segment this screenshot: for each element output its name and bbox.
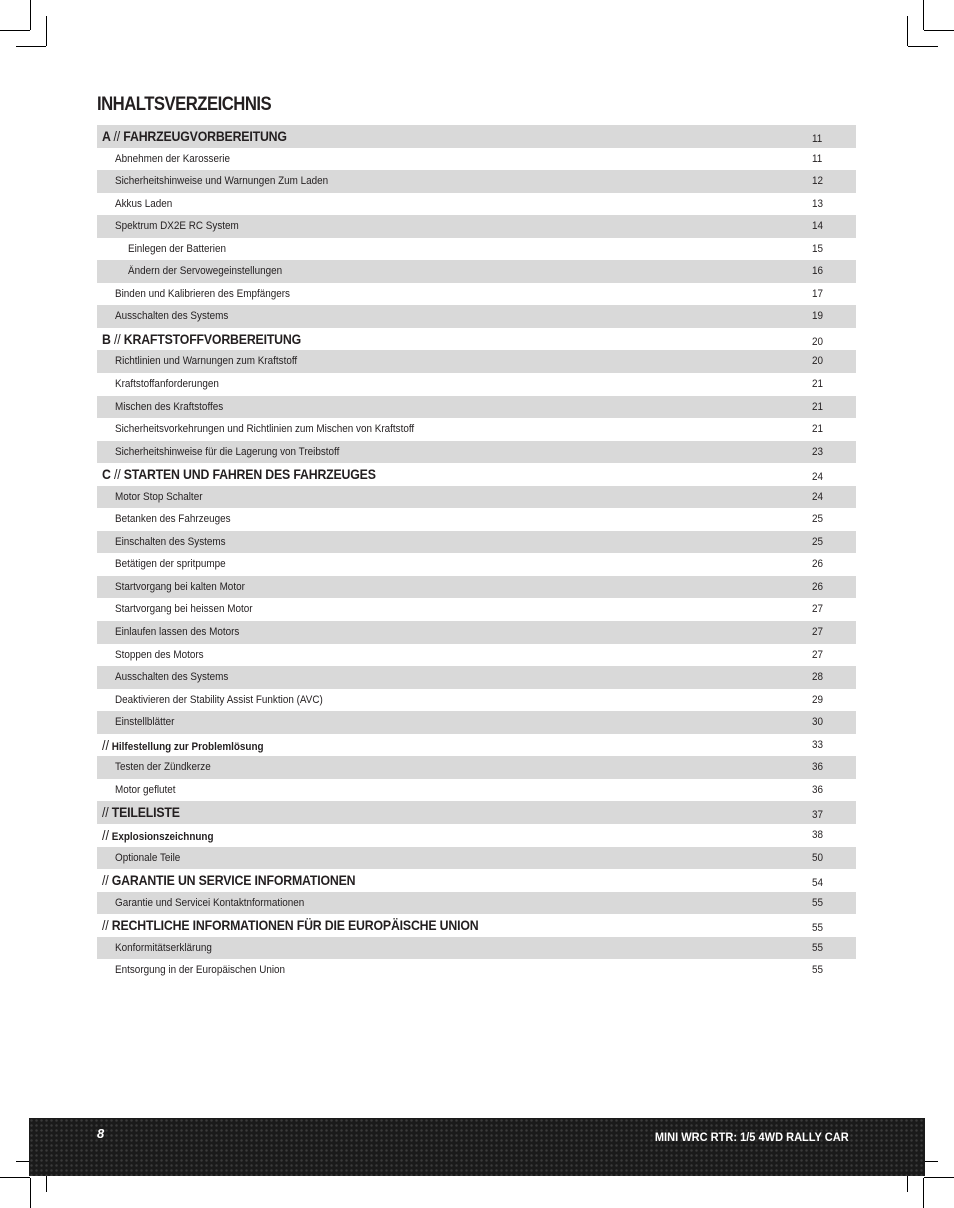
toc-entry-label: Betätigen der spritpumpe	[115, 558, 226, 571]
toc-entry[interactable]	[97, 824, 856, 847]
toc-page-number: 55	[812, 964, 824, 977]
section-separator: //	[113, 128, 121, 144]
toc-entry[interactable]	[97, 734, 856, 757]
toc-entry-label: Motor geflutet	[115, 783, 176, 796]
toc-entry[interactable]	[97, 779, 856, 802]
toc-entry[interactable]	[97, 553, 856, 576]
section-title: Hilfestellung zur Problemlösung	[111, 740, 264, 753]
toc-entry[interactable]	[97, 937, 856, 960]
toc-entry-label	[102, 128, 287, 144]
toc-entry-label: Sicherheitsvorkehrungen und Richtlinien zum Mischen von Kraftstoff	[115, 423, 415, 436]
toc-page-number: 27	[812, 626, 824, 639]
toc-page-number: 30	[812, 716, 824, 729]
toc-entry[interactable]	[97, 508, 856, 531]
crop-mark	[924, 1177, 954, 1178]
toc-entry-label: Binden und Kalibrieren des Empfängers	[115, 287, 291, 300]
toc-entry[interactable]	[97, 350, 856, 373]
toc-entry-label: Startvorgang bei kalten Motor	[115, 580, 245, 593]
toc-section[interactable]	[97, 328, 856, 351]
toc-page-number: 21	[812, 423, 824, 436]
section-separator: //	[102, 804, 109, 821]
toc-entry-label: Motor Stop Schalter	[115, 490, 203, 503]
toc-page-number: 20	[812, 335, 824, 348]
toc-entry[interactable]	[97, 373, 856, 396]
toc-entry[interactable]	[97, 486, 856, 509]
toc-page-number: 14	[812, 220, 824, 233]
crop-mark	[0, 30, 30, 31]
crop-mark	[908, 46, 938, 47]
toc-entry-label: Entsorgung in der Europäischen Union	[115, 964, 286, 977]
toc-entry-label: Ausschalten des Systems	[115, 671, 229, 684]
toc-page-number: 26	[812, 580, 824, 593]
toc-entry[interactable]	[97, 666, 856, 689]
toc-entry[interactable]	[97, 215, 856, 238]
toc-page-number: 11	[812, 133, 823, 145]
toc-entry[interactable]	[97, 283, 856, 306]
section-letter: B	[102, 330, 111, 347]
toc-entry-label: Einlegen der Batterien	[128, 242, 226, 255]
toc-entry-label	[102, 917, 479, 933]
table-of-contents	[97, 125, 856, 982]
toc-entry-label: Richtlinien und Warnungen zum Kraftstoff	[115, 355, 298, 368]
toc-page-number: 21	[812, 378, 824, 391]
section-title: Explosionszeichnung	[111, 830, 214, 843]
toc-entry[interactable]	[97, 396, 856, 419]
toc-entry[interactable]	[97, 148, 856, 171]
toc-entry[interactable]	[97, 756, 856, 779]
toc-section[interactable]	[97, 869, 856, 892]
toc-entry[interactable]	[97, 644, 856, 667]
toc-entry[interactable]	[97, 711, 856, 734]
toc-entry[interactable]	[97, 576, 856, 599]
toc-page-number: 24	[812, 471, 824, 484]
section-letter: C	[102, 466, 111, 483]
toc-entry-label: Optionale Teile	[115, 851, 181, 864]
toc-entry-label: Stoppen des Motors	[115, 648, 204, 661]
toc-entry[interactable]	[97, 418, 856, 441]
product-title: MINI WRC RTR: 1/5 4WD RALLY CAR	[655, 1130, 849, 1144]
toc-entry-label	[102, 827, 214, 843]
toc-entry[interactable]	[97, 305, 856, 328]
toc-page-number: 23	[812, 445, 824, 458]
toc-page-number: 36	[812, 783, 824, 796]
toc-entry[interactable]	[97, 621, 856, 644]
toc-entry-label: Einlaufen lassen des Motors	[115, 626, 240, 639]
toc-entry[interactable]	[97, 892, 856, 915]
toc-page-number: 19	[812, 310, 824, 323]
toc-page-number: 50	[812, 851, 824, 864]
toc-entry-label: Betanken des Fahrzeuges	[115, 513, 231, 526]
toc-entry[interactable]	[97, 531, 856, 554]
toc-page-number: 26	[812, 558, 824, 571]
toc-page-number: 36	[812, 761, 824, 774]
toc-section[interactable]	[97, 463, 856, 486]
toc-entry-label: Ändern der Servowegeinstellungen	[128, 265, 283, 278]
section-title: GARANTIE UN SERVICE INFORMATIONEN	[111, 872, 356, 889]
toc-entry[interactable]	[97, 193, 856, 216]
toc-page-number: 54	[812, 877, 824, 890]
crop-mark	[30, 1178, 31, 1208]
toc-section[interactable]	[97, 801, 856, 824]
page-title: INHALTSVERZEICHNIS	[97, 94, 272, 115]
toc-page-number: 21	[812, 400, 824, 413]
crop-mark	[907, 16, 908, 46]
toc-entry-label: Kraftstoffanforderungen	[115, 378, 219, 391]
toc-page-number: 27	[812, 648, 824, 661]
toc-entry-label: Einschalten des Systems	[115, 535, 226, 548]
toc-entry-label	[102, 804, 180, 820]
toc-entry[interactable]	[97, 598, 856, 621]
section-separator: //	[102, 872, 109, 889]
toc-entry-label: Spektrum DX2E RC System	[115, 220, 239, 233]
section-title: KRAFTSTOFFVORBEREITUNG	[123, 330, 302, 347]
toc-page-number: 16	[812, 265, 824, 278]
footer-bar	[29, 1118, 925, 1176]
crop-mark	[0, 1177, 30, 1178]
section-title: RECHTLICHE INFORMATIONEN FÜR DIE EUROPÄISCHE UNION	[111, 917, 479, 934]
toc-entry-label: Ausschalten des Systems	[115, 310, 229, 323]
toc-entry-label	[102, 872, 355, 888]
toc-entry-label: Testen der Zündkerze	[115, 761, 211, 774]
toc-page-number: 29	[812, 693, 824, 706]
crop-mark	[46, 16, 47, 46]
toc-entry-label: Garantie und Servicei Kontaktnformationen	[115, 896, 305, 909]
toc-entry[interactable]	[97, 689, 856, 712]
page-number: 8	[97, 1126, 105, 1141]
toc-page-number: 55	[812, 896, 824, 909]
toc-entry-label: Akkus Laden	[115, 197, 173, 210]
crop-mark	[924, 30, 954, 31]
section-separator: //	[102, 736, 110, 753]
toc-page-number: 28	[812, 671, 824, 684]
section-separator: //	[113, 466, 121, 483]
toc-page-number: 20	[812, 355, 824, 368]
toc-entry-label	[102, 737, 264, 753]
crop-mark	[16, 46, 46, 47]
toc-page-number: 27	[812, 603, 824, 616]
toc-section[interactable]	[97, 125, 856, 148]
toc-page-number: 25	[812, 513, 824, 526]
toc-entry-label: Startvorgang bei heissen Motor	[115, 603, 253, 616]
toc-page-number: 25	[812, 535, 824, 548]
toc-entry[interactable]	[97, 847, 856, 870]
toc-page-number: 12	[812, 175, 824, 188]
toc-entry-label: Deaktivieren der Stability Assist Funktion (AVC)	[115, 693, 323, 706]
toc-page-number: 24	[812, 490, 824, 503]
toc-page-number: 33	[812, 738, 824, 751]
toc-page-number: 55	[812, 922, 824, 935]
crop-mark	[30, 0, 31, 30]
toc-section[interactable]	[97, 914, 856, 937]
section-title: STARTEN UND FAHREN DES FAHRZEUGES	[123, 466, 376, 483]
toc-entry-label: Einstellblätter	[115, 716, 175, 729]
crop-mark	[923, 1178, 924, 1208]
toc-page-number: 17	[812, 287, 824, 300]
toc-entry-label	[102, 331, 301, 347]
toc-entry-label: Mischen des Kraftstoffes	[115, 400, 224, 413]
section-title: FAHRZEUGVORBEREITUNG	[123, 128, 287, 144]
toc-entry-label: Abnehmen der Karosserie	[115, 152, 231, 165]
toc-entry[interactable]	[97, 441, 856, 464]
toc-entry[interactable]	[97, 170, 856, 193]
toc-entry[interactable]	[97, 260, 856, 283]
toc-page-number: 15	[812, 242, 824, 255]
section-title: TEILELISTE	[111, 804, 180, 821]
toc-page-number: 55	[812, 941, 824, 954]
toc-entry-label: Sicherheitshinweise für die Lagerung von Treibstoff	[115, 445, 340, 458]
toc-entry-label: Konformitätserklärung	[115, 941, 212, 954]
toc-page-number: 38	[812, 828, 824, 841]
section-separator: //	[102, 826, 110, 843]
toc-page-number: 13	[812, 197, 824, 210]
section-separator: //	[102, 917, 109, 934]
section-separator: //	[113, 330, 121, 347]
crop-mark	[923, 0, 924, 30]
toc-entry-label	[102, 466, 376, 482]
section-letter: A	[102, 128, 111, 144]
toc-page-number: 11	[812, 152, 823, 165]
toc-entry[interactable]	[97, 959, 856, 982]
toc-entry[interactable]	[97, 238, 856, 261]
toc-page-number: 37	[812, 809, 824, 822]
toc-entry-label: Sicherheitshinweise und Warnungen Zum Laden	[115, 175, 329, 188]
